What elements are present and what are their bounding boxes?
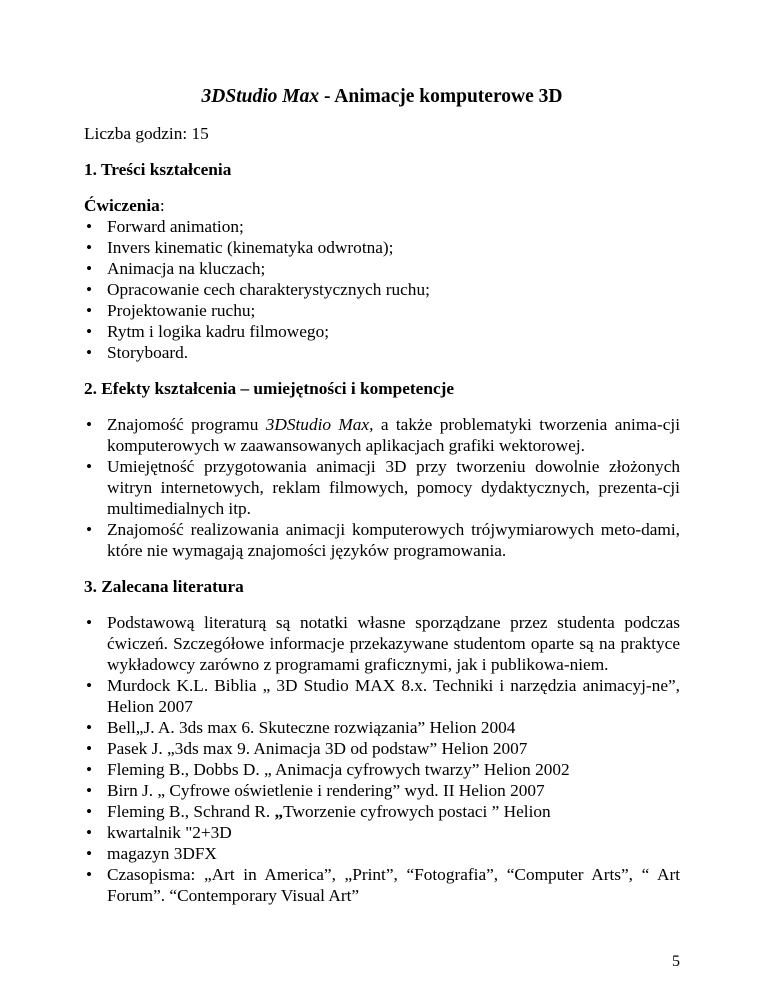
- exercises-label: [84, 195, 680, 216]
- list-item: • Opracowanie cech charakterystycznych ruchu;: [84, 279, 680, 300]
- list-item: • Podstawową literaturą są notatki własne sporządzane przez studenta podczas ćwiczeń. Szczegółowe informacje przekazywane studentom oparte są na praktyce wykładowcy zarówno z programami graficznymi, jak i publikowa-niem.: [84, 612, 680, 675]
- lit-item-bold-quote: „: [274, 802, 284, 821]
- outcome-1-pre: Znajomość programu: [107, 415, 266, 434]
- list-item: • Czasopisma: „Art in America”, „Print”, “Fotografia”, “Computer Arts”, “ Art Forum”. “Contemporary Visual Art”: [84, 864, 680, 906]
- lit-item-post: Tworzenie cyfrowych postaci ” Helion: [283, 802, 551, 821]
- list-item: • Bell„J. A. 3ds max 6. Skuteczne rozwiązania” Helion 2004: [84, 717, 680, 738]
- document-title: [84, 85, 680, 109]
- lit-item-pre: Fleming B., Schrand R.: [107, 802, 275, 821]
- list-item: • magazyn 3DFX: [84, 843, 680, 864]
- hours-line: Liczba godzin: 15: [84, 124, 209, 143]
- list-item: • Rytm i logika kadru filmowego;: [84, 321, 680, 342]
- list-item: • Animacja na kluczach;: [84, 258, 680, 279]
- list-item: • Storyboard.: [84, 342, 680, 363]
- list-item: [84, 801, 680, 822]
- section-1-heading: 1. Treści kształcenia: [84, 160, 232, 179]
- outcome-1-italic: 3DStudio Max,: [265, 415, 374, 434]
- list-item: • Birn J. „ Cyfrowe oświetlenie i rendering” wyd. II Helion 2007: [84, 780, 680, 801]
- section-2-heading: 2. Efekty kształcenia – umiejętności i kompetencje: [84, 379, 455, 398]
- list-item: • Forward animation;: [84, 216, 680, 237]
- list-item: • kwartalnik "2+3D: [84, 822, 680, 843]
- list-item: • Pasek J. „3ds max 9. Animacja 3D od podstaw” Helion 2007: [84, 738, 680, 759]
- list-item: • Fleming B., Dobbs D. „ Animacja cyfrowych twarzy” Helion 2002: [84, 759, 680, 780]
- list-item: [84, 414, 680, 456]
- outcome-1-post: a także problematyki tworzenia anima-cji komputerowych w zaawansowanych aplikacjach grafiki wektorowej.: [107, 415, 680, 455]
- list-item: • Invers kinematic (kinematyka odwrotna);: [84, 237, 680, 258]
- list-item: • Projektowanie ruchu;: [84, 300, 680, 321]
- list-item: • Murdock K.L. Biblia „ 3D Studio MAX 8.x. Techniki i narzędzia animacyj-ne”, Helion 2007: [84, 675, 680, 717]
- exercises-list: [84, 216, 680, 363]
- title-rest: - Animacje komputerowe 3D: [319, 86, 563, 107]
- page-number: 5: [672, 953, 680, 970]
- exercises-label-text: Ćwiczenia: [84, 196, 160, 215]
- literature-list: [84, 612, 680, 906]
- document-content: [84, 85, 680, 921]
- outcomes-list: [84, 414, 680, 561]
- list-item: • Umiejętność przygotowania animacji 3D przy tworzeniu dowolnie złożonych witryn internetowych, reklam filmowych, pomocy dydaktycznych, prezenta-cji multimedialnych itp.: [84, 456, 680, 519]
- section-3-heading: 3. Zalecana literatura: [84, 577, 244, 596]
- exercises-colon: :: [159, 196, 165, 215]
- list-item: • Znajomość realizowania animacji komputerowych trójwymiarowych meto-dami, które nie wymagają znajomości języków programowania.: [84, 519, 680, 561]
- title-italic: 3DStudio Max: [201, 86, 320, 107]
